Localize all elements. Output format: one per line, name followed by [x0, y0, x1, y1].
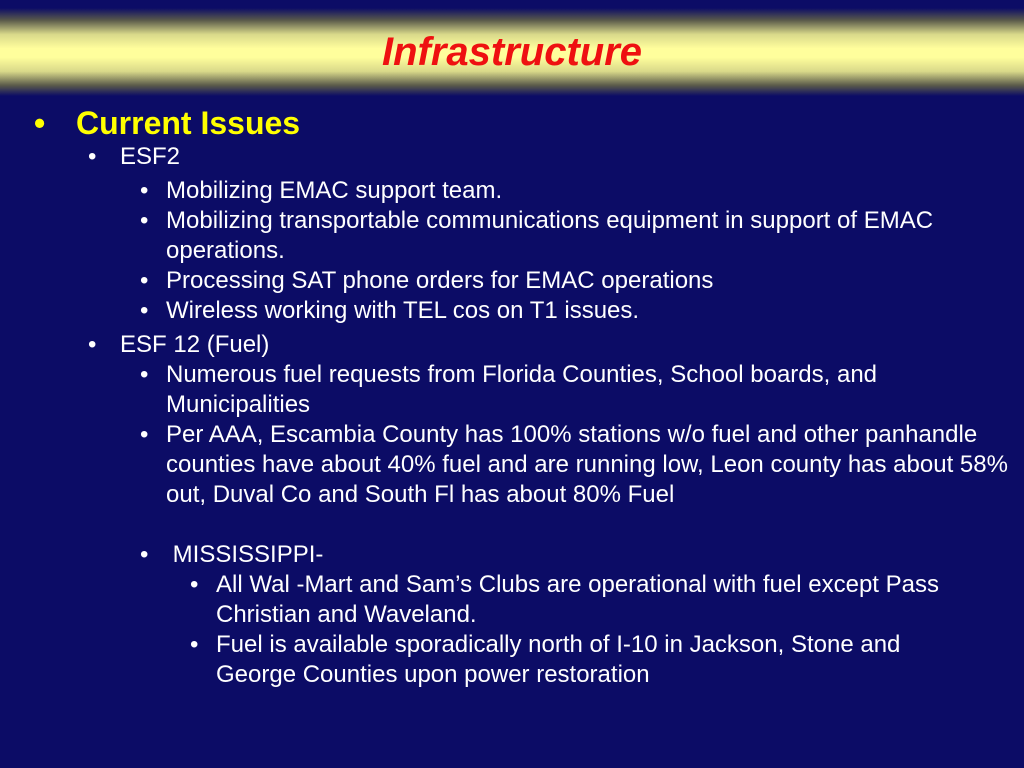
bullet-text: MISSISSIPPI- — [166, 541, 324, 568]
bullet-text: Processing SAT phone orders for EMAC operations — [166, 267, 714, 294]
bullet-mobilizing-team — [140, 176, 1010, 206]
bullet-glyph: • — [88, 331, 97, 358]
bullet-text: Mobilizing EMAC support team. — [166, 177, 503, 204]
bullet-mobilizing-equipment — [140, 206, 940, 266]
bullet-esf12 — [88, 330, 1008, 360]
bullet-glyph: • — [140, 207, 149, 234]
bullet-esf2 — [88, 142, 1008, 172]
bullet-text: ESF2 — [120, 143, 181, 170]
bullet-text: Current Issues — [76, 105, 301, 141]
bullet-text: Mobilizing transportable communications equipment in support of EMAC operations. — [166, 207, 934, 264]
bullet-text: Fuel is available sporadically north of I-10 in Jackson, Stone and George Counties upon power restoration — [216, 631, 901, 688]
bullet-text: Wireless working with TEL cos on T1 issues. — [166, 297, 640, 324]
bullet-glyph: • — [190, 571, 199, 598]
bullet-walmart — [190, 570, 1000, 630]
bullet-glyph: • — [88, 143, 97, 170]
bullet-fuel-requests — [140, 360, 930, 420]
bullet-glyph: • — [140, 267, 149, 294]
bullet-glyph: • — [140, 361, 149, 388]
bullet-mississippi — [140, 540, 1010, 570]
bullet-sat-phone — [140, 266, 1010, 296]
bullet-per-aaa — [140, 420, 1008, 510]
bullet-fuel-available — [190, 630, 980, 690]
bullet-glyph: • — [34, 105, 46, 141]
bullet-current-issues — [34, 104, 994, 142]
bullet-text: ESF 12 (Fuel) — [120, 331, 270, 358]
bullet-wireless — [140, 296, 1010, 326]
bullet-text: Per AAA, Escambia County has 100% stations w/o fuel and other panhandle counties have about 40% fuel and are running low, Leon county has about 58% out, Duval Co and South Fl has about 80% Fuel — [166, 421, 1008, 508]
slide-title: Infrastructure — [381, 30, 643, 74]
bullet-glyph: • — [190, 631, 199, 658]
bullet-text: Numerous fuel requests from Florida Counties, School boards, and Municipalities — [166, 361, 878, 418]
bullet-glyph: • — [140, 541, 149, 568]
bullet-text: All Wal -Mart and Sam’s Clubs are operational with fuel except Pass Christian and Waveland. — [216, 571, 939, 628]
bullet-glyph: • — [140, 297, 149, 324]
bullet-glyph: • — [140, 421, 149, 448]
bullet-glyph: • — [140, 177, 149, 204]
